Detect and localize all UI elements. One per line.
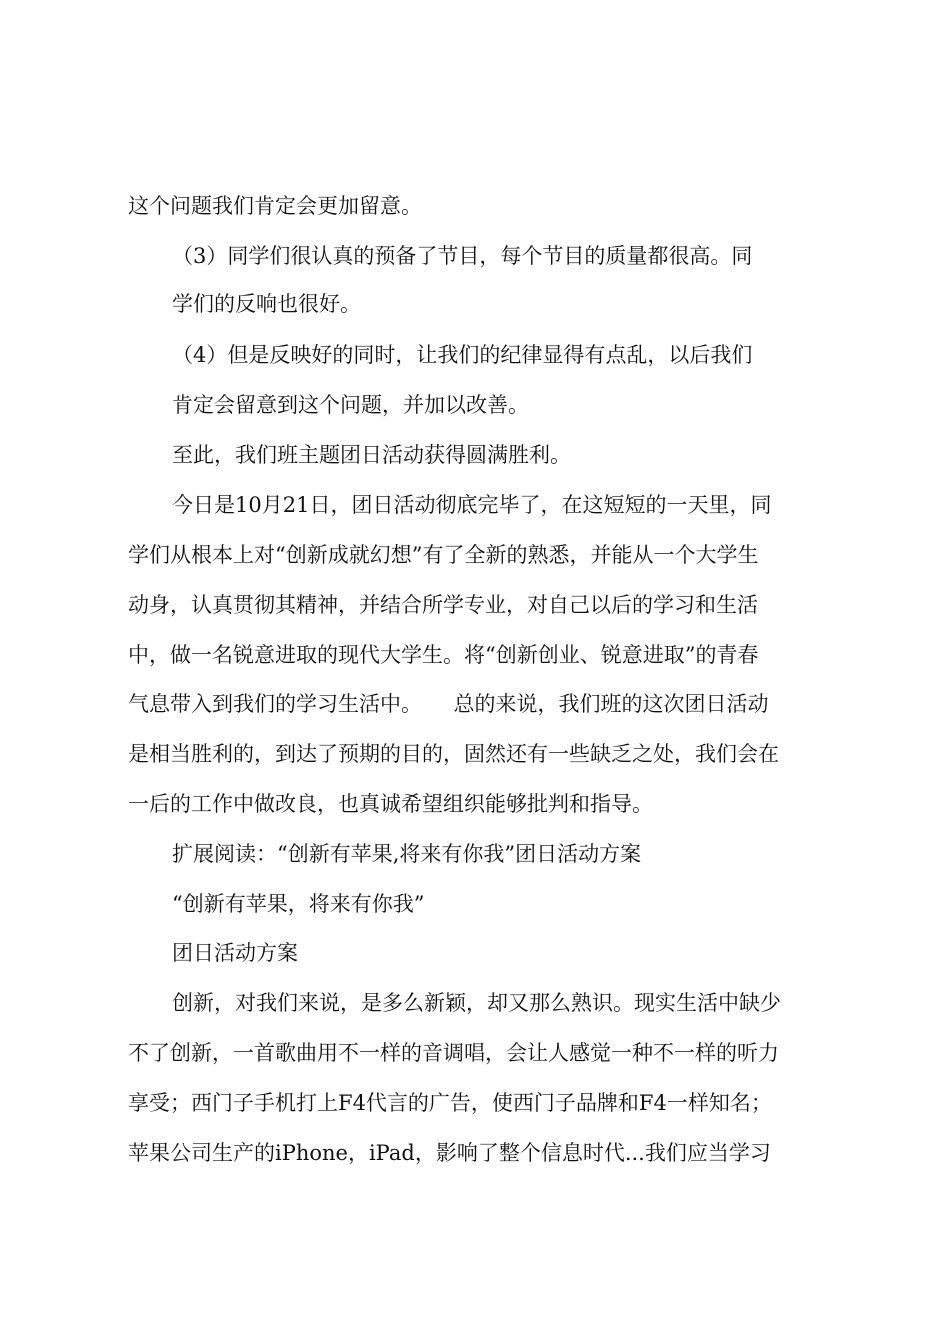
text-line: 是相当胜利的，到达了预期的目的，固然还有一些缺乏之处，我们会在 [128,742,779,766]
text-line: 学们的反响也很好。 [172,292,361,316]
text-line: 不了创新，一首歌曲用不一样的音调唱，会让人感觉一种不一样的听力 [128,1041,779,1065]
text-line: 这个问题我们肯定会更加留意。 [128,194,422,218]
text-line: 学们从根本上对“创新成就幻想”有了全新的熟悉，并能从一个大学生 [128,543,759,567]
text-line: 享受；西门子手机打上F4代言的广告，使西门子品牌和F4一样知名； [128,1091,772,1115]
text-line: 苹果公司生产的iPhone，iPad，影响了整个信息时代...我们应当学习 [128,1141,771,1165]
text-line: 肯定会留意到这个问题，并加以改善。 [172,393,529,417]
text-line: （4）但是反映好的同时，让我们的纪律显得有点乱，以后我们 [172,343,753,367]
text-line: 至此，我们班主题团日活动获得圆满胜利。 [172,443,571,467]
text-line: “创新有苹果，将来有你我” [172,892,425,916]
text-line: 中，做一名锐意进取的现代大学生。将“创新创业、锐意进取”的青春 [128,643,759,667]
text-line: 动身，认真贯彻其精神，并结合所学专业，对自己以后的学习和生活 [128,593,758,617]
text-line: 创新，对我们来说，是多么新颖，却又那么熟识。现实生活中缺少 [172,991,781,1015]
text-line: 今日是10月21日，团日活动彻底完毕了，在这短短的一天里，同 [172,493,772,517]
text-line: 团日活动方案 [172,941,298,965]
text-line: 气息带入到我们的学习生活中。 总的来说，我们班的这次团日活动 [128,692,769,716]
text-line: 扩展阅读：“创新有苹果,将来有你我”团日活动方案 [172,842,642,866]
text-line: （3）同学们很认真的预备了节目，每个节目的质量都很高。同 [172,244,753,268]
text-line: 一后的工作中做改良，也真诚希望组织能够批判和指导。 [128,792,653,816]
